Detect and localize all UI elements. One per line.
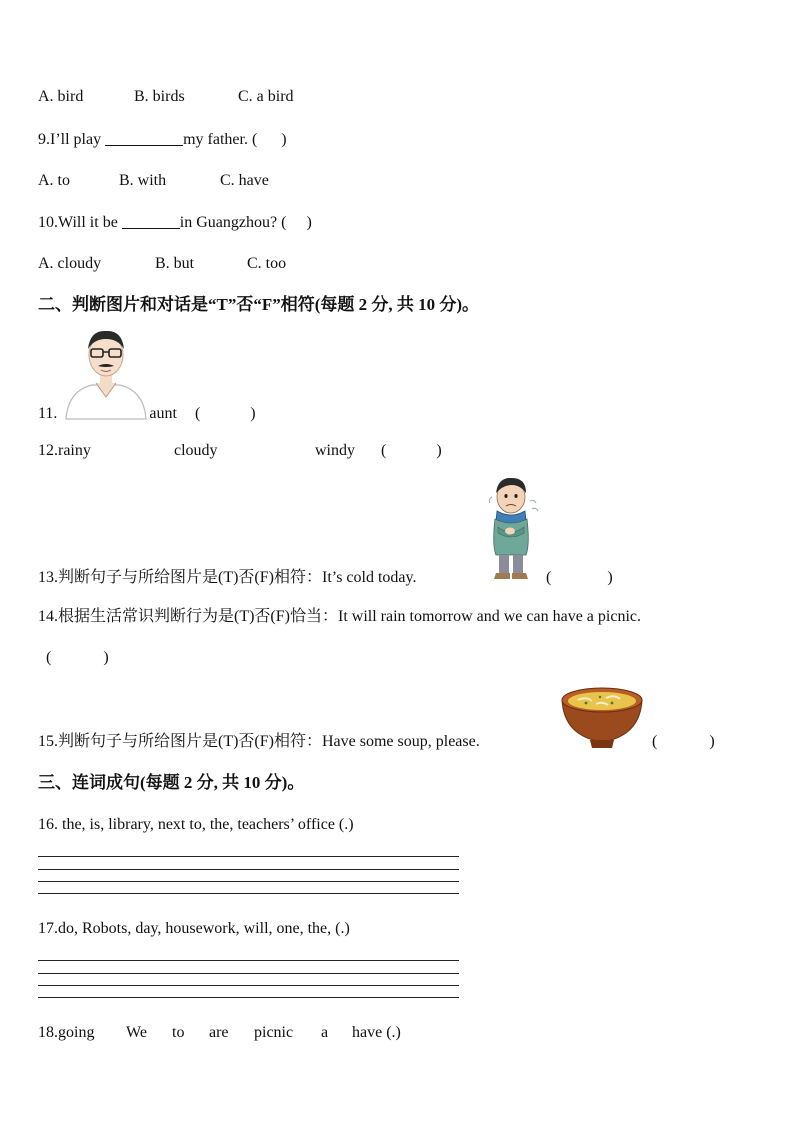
q12-paren-close: ) (436, 442, 442, 459)
q12-word-2: cloudy (174, 442, 218, 459)
q10-option-c: C. too (247, 255, 287, 272)
q11-number: 11. (38, 405, 58, 422)
q18-word: to (172, 1024, 185, 1041)
section-3-heading: 三、连词成句(每题 2 分, 共 10 分)。 (38, 773, 305, 792)
q10-options (38, 254, 286, 274)
q14-answer (46, 648, 109, 668)
q18-word: 18.going (38, 1024, 95, 1041)
answer-line[interactable] (38, 997, 459, 998)
answer-line[interactable] (38, 881, 459, 882)
q14-text: 14.根据生活常识判断行为是(T)否(F)恰当：It will rain tomorrow and we can have a picnic. (38, 608, 641, 625)
answer-line[interactable] (38, 893, 459, 894)
q18-word: picnic (254, 1024, 294, 1041)
q10-option-b: B. but (155, 255, 195, 272)
q9-text-after: my father. ( (183, 131, 258, 148)
q9-option-b: B. with (119, 172, 167, 189)
q16-text: 16. the, is, library, next to, the, teachers’ office (.) (38, 816, 354, 833)
q10-text-after: in Guangzhou? ( (179, 214, 287, 231)
section-2-heading: 二、判断图片和对话是“T”否“F”相符(每题 2 分, 共 10 分)。 (38, 295, 480, 314)
q15-paren-close: ) (709, 733, 715, 750)
q9-option-a: A. to (38, 172, 70, 189)
q17-text: 17.do, Robots, day, housework, will, one, the, (.) (38, 920, 350, 937)
q12-word-3: windy (315, 442, 355, 459)
q15-question (38, 732, 715, 752)
q18-question (38, 1023, 401, 1043)
q8-option-b: B. birds (134, 88, 185, 105)
q10-option-a: A. cloudy (38, 255, 102, 272)
q9-paren-close: ) (281, 131, 287, 148)
answer-line[interactable] (38, 960, 459, 961)
q15-paren-open: ( (652, 733, 658, 750)
q12-word-1: 12.rainy (38, 442, 91, 459)
q13-text: 13.判断句子与所给图片是(T)否(F)相符：It’s cold today. (38, 569, 417, 586)
q9-question (38, 130, 287, 150)
q10-question (38, 213, 312, 233)
q18-word: a (321, 1024, 329, 1041)
q18-word: are (209, 1024, 229, 1041)
q9-option-c: C. have (220, 172, 269, 189)
q8-option-c: C. a bird (238, 88, 294, 105)
answer-line[interactable] (38, 985, 459, 986)
q14-paren-close: ) (103, 649, 109, 666)
q11-paren-close: ) (250, 405, 256, 422)
q9-options (38, 171, 269, 191)
q13-paren-open: ( (546, 569, 552, 586)
q18-word: have (.) (352, 1024, 401, 1041)
q12-question (38, 441, 442, 461)
q10-text-before: 10.Will it be (38, 214, 122, 231)
q11-question (38, 404, 256, 424)
q11-word: aunt (149, 405, 177, 422)
q13-paren-close: ) (607, 569, 613, 586)
q8-options (38, 87, 294, 107)
answer-line[interactable] (38, 856, 459, 857)
q8-option-a: A. bird (38, 88, 84, 105)
answer-line[interactable] (38, 973, 459, 974)
answer-line[interactable] (38, 869, 459, 870)
q9-text-before: 9.I’ll play (38, 131, 106, 148)
q9-blank[interactable] (105, 145, 183, 146)
q14-paren-open: ( (46, 649, 52, 666)
q11-paren-open: ( (194, 405, 201, 422)
q13-question (38, 568, 613, 588)
q10-paren-close: ) (306, 214, 312, 231)
q18-word: We (126, 1024, 147, 1041)
q15-text: 15.判断句子与所给图片是(T)否(F)相符：Have some soup, please. (38, 733, 480, 750)
q10-blank[interactable] (122, 228, 180, 229)
q12-paren-open: ( (381, 442, 387, 459)
